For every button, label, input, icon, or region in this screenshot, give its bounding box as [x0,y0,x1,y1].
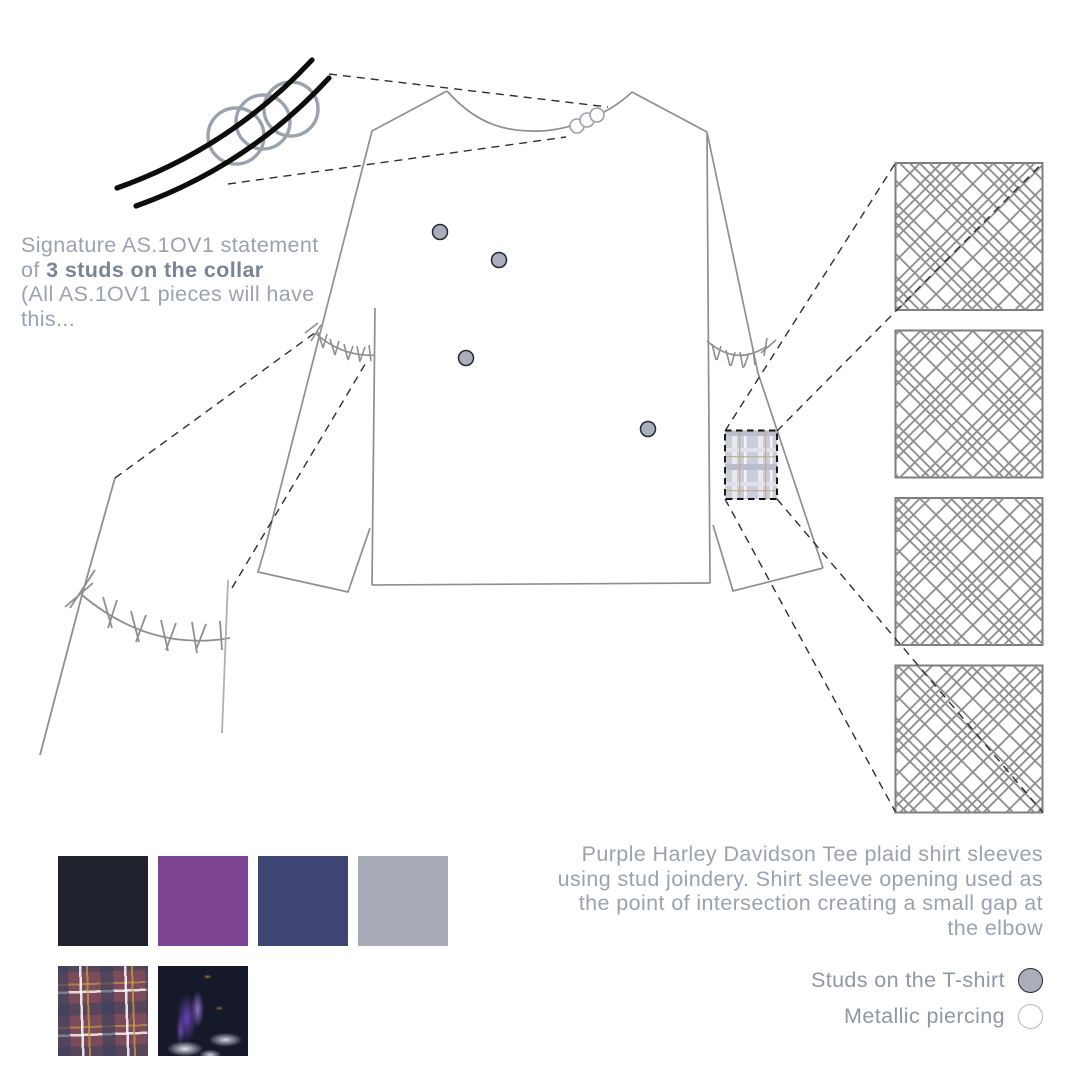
bias-plaid-swatch [896,498,1043,645]
collar-annotation-line3: (All AS.1OV1 pieces will have [21,282,315,307]
burgundy-plaid-fabric-swatch [58,966,148,1056]
description-line2: using stud joindery. Shirt sleeve opening used as [557,866,1043,891]
right-shoulder [632,92,707,132]
piercing-legend-icon [1018,1004,1043,1029]
legend-row-piercing [844,1004,1043,1029]
collar-detail [117,60,329,206]
description-line1: Purple Harley Davidson Tee plaid shirt sleeves [581,842,1043,866]
plaid-patch [725,431,777,500]
left-sleeve-outer [265,131,372,548]
left-cuff [258,528,370,592]
color-swatch-purple [158,856,248,946]
collar-annotation-line1: Signature AS.1OV1 statement [21,233,319,257]
right-cuff [713,525,823,591]
color-swatch-slate-blue [258,856,348,946]
legend-piercing-label: Metallic piercing [844,1004,1005,1028]
stud-markers [433,225,656,437]
collar-ring-icon [208,82,318,164]
stud-marker [459,351,474,366]
stud-marker [641,422,656,437]
color-swatch-dark-navy [58,856,148,946]
right-sleeve-stitch-seam [707,338,776,368]
collar-annotation [21,233,319,331]
lightning-print-fabric-swatch [158,966,248,1056]
sleeve-opening-detail [40,478,230,755]
collar-piercing-markers [570,108,604,133]
stud-marker [433,225,448,240]
legend [811,968,1043,1029]
left-shoulder [372,91,447,131]
hem [372,583,710,585]
bias-plaid-swatches [896,163,1043,813]
collar-annotation-bold: 3 studs on the collar [46,257,264,282]
collar-callout-lines [228,74,608,184]
legend-studs-label: Studs on the T-shirt [810,968,1005,992]
tshirt-outline [258,91,823,592]
stud-marker [492,253,507,268]
bias-plaid-swatch [896,666,1043,813]
description-line4: the elbow [947,915,1043,940]
piercing-marker [590,108,604,122]
bias-plaid-swatch [896,331,1043,478]
left-body-edge [372,308,375,585]
sleeve-callout-lines [115,332,367,588]
legend-row-studs [811,968,1043,993]
color-swatch-light-gray [358,856,448,946]
design-description [403,842,1043,940]
collar-annotation-line4: this... [21,306,76,331]
neckline [447,91,632,131]
collar-annotation-line2: of 3 studs on the collar [21,257,264,282]
right-body-edge [707,134,710,583]
description-line3: the point of intersection creating a small gap at [578,891,1043,916]
stud-legend-icon [1018,968,1043,993]
